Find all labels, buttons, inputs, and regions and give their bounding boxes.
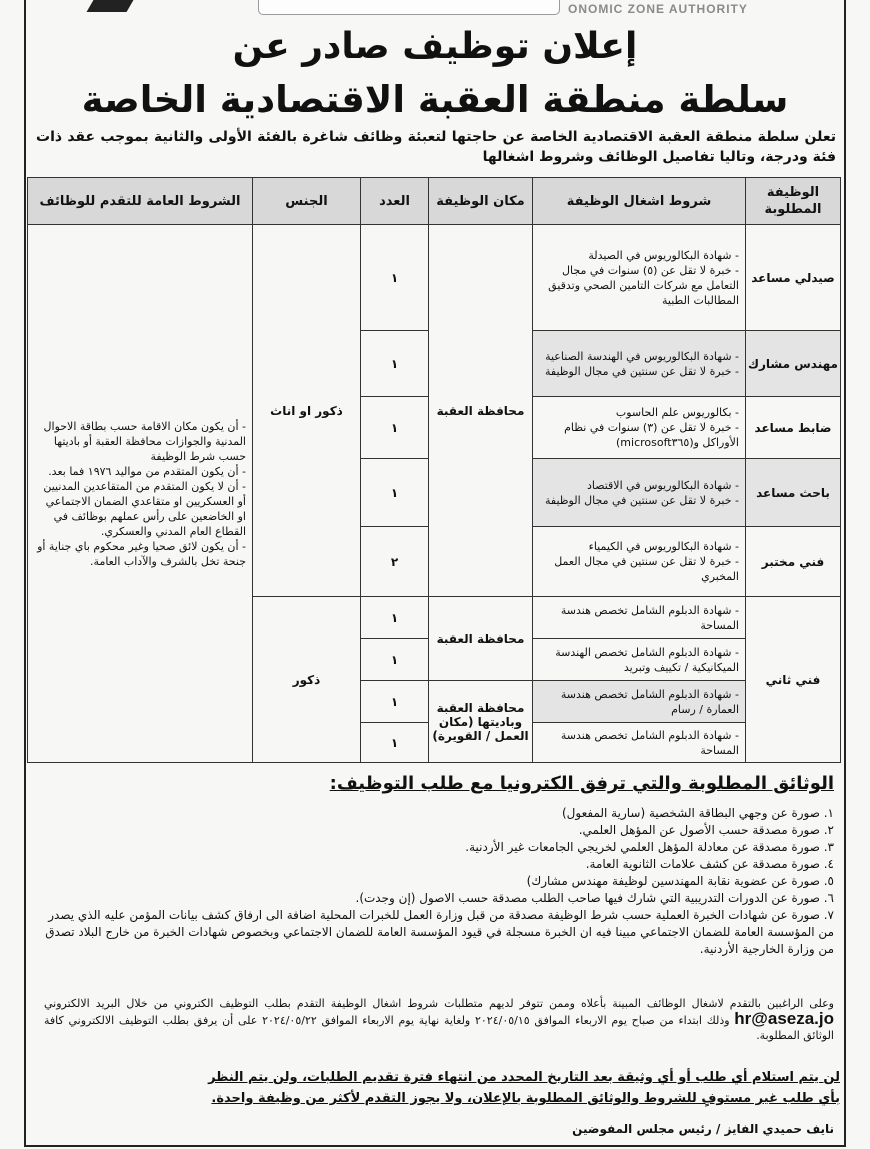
application-instructions	[44, 996, 834, 1043]
table-row	[28, 225, 841, 331]
job-requirements	[533, 597, 746, 639]
document-item: ١. صورة عن وجهي البطاقة الشخصية (سارية المفعول)	[561, 806, 834, 820]
job-requirements	[533, 331, 746, 397]
condition-line: - أن يكون مكان الاقامة حسب بطاقة الاحوال المدنية والجوازات محافظة العقبة أو باديتها حسب شرط الوظيفة	[43, 419, 246, 463]
header-requirements: شروط اشغال الوظيفة	[533, 178, 746, 225]
document-item: ٤. صورة مصدقة عن كشف علامات الثانوية العامة.	[585, 857, 834, 871]
job-title: باحث مساعد	[746, 459, 841, 527]
requirement-line: - شهادة الدبلوم الشامل تخصص الهندسة الميكانيكية / تكييف وتبريد	[555, 645, 739, 674]
requirement-line: - خبرة لا تقل عن سنتين في مجال العمل المخبري	[554, 555, 739, 583]
job-count: ١	[361, 681, 429, 723]
header-general-conditions: الشروط العامة للتقدم للوظائف	[28, 178, 253, 225]
header-place: مكان الوظيفة	[429, 178, 533, 225]
condition-line: - أن يكون لائق صحيا وغير محكوم باي جناية أو جنحة تخل بالشرف والآداب العامة.	[37, 539, 246, 568]
job-count: ١	[361, 331, 429, 397]
notice-line: لن يتم استلام أي طلب أو أي وثيقة بعد التاريخ المحدد من انتهاء فترة تقديم الطلبات، ولن يتم النظر	[208, 1070, 840, 1085]
job-requirements	[533, 723, 746, 763]
condition-line: - أن يكون المتقدم من مواليد ١٩٧٦ فما بعد.	[48, 464, 246, 478]
job-count: ١	[361, 397, 429, 459]
table-header-row	[28, 178, 841, 225]
signature: نايف حميدي الفايز / رئيس مجلس المفوضين	[572, 1122, 834, 1136]
requirement-line: - شهادة البكالوريوس في الهندسة الصناعية	[545, 349, 739, 363]
requirement-line: - خبرة لا تقل عن سنتين في مجال الوظيفة	[545, 493, 739, 507]
notice-line: بأي طلب غير مستوفٍ للشروط والوثائق المطلوبة بالإعلان، ولا يجوز التقدم لأكثر من وظيفة واحدة.	[211, 1091, 840, 1106]
condition-line: - أن لا يكون المتقدم من المتقاعدين المدنيين أو العسكريين او متقاعدي الضمان الاجتماعي او الخاضعين على رأس عملهم بوظائف في القطاع العام المدني والعسكري.	[43, 479, 246, 538]
job-count: ٢	[361, 527, 429, 597]
document-item: ٣. صورة مصدقة عن معادلة المؤهل العلمي لخريجي الجامعات غير الأردنية.	[465, 840, 834, 854]
requirement-line: - شهادة الدبلوم الشامل تخصص هندسة المساحة	[560, 603, 739, 632]
job-requirements	[533, 225, 746, 331]
intro-text: تعلن سلطة منطقة العقبة الاقتصادية الخاصة عن حاجتها لتعبئة وظائف شاغرة بالفئة الأولى والثانية بموجب عقد ذات فئة ودرجة، وتاليا تفاصيل الوظائف وشروط اشغالها	[36, 129, 836, 165]
job-title: ضابط مساعد	[746, 397, 841, 459]
header-count: العدد	[361, 178, 429, 225]
header-gender: الجنس	[253, 178, 361, 225]
jobs-table	[27, 177, 841, 763]
authority-name-english: ONOMIC ZONE AUTHORITY	[568, 2, 748, 16]
job-count: ١	[361, 225, 429, 331]
ad-title: إعلان توظيف صادر عن	[232, 26, 638, 67]
requirement-line: - شهادة الدبلوم الشامل تخصص هندسة المساحة	[560, 728, 739, 757]
requirement-line: - خبرة لا تقل عن (٣) سنوات في نظام الأوراكل و(microsoft٣٦٥)	[564, 421, 739, 449]
job-count: ١	[361, 597, 429, 639]
job-count: ١	[361, 639, 429, 681]
general-conditions	[28, 225, 253, 763]
application-email: hr@aseza.jo	[734, 1009, 835, 1028]
job-requirements	[533, 639, 746, 681]
job-gender: ذكور او اناث	[253, 225, 361, 597]
requirement-line: - خبرة لا تقل عن سنتين في مجال الوظيفة	[545, 364, 739, 378]
application-dates: وذلك ابتداء من صباح يوم الاربعاء الموافق ٢٠٢٤/٠٥/١٥ ولغاية نهاية يوم الاربعاء الموافق ٢٠٢٤/٠٥/٢٢ على أن يرفق بطلب التوظيف الالكتروني كافة الوثائق المطلوبة.	[44, 1014, 834, 1042]
requirement-line: - شهادة البكالوريوس في الكيمياء	[588, 540, 739, 553]
job-title: مهندس مشارك	[746, 331, 841, 397]
job-count: ١	[361, 723, 429, 763]
authority-title: سلطة منطقة العقبة الاقتصادية الخاصة	[81, 78, 789, 121]
job-requirements	[533, 681, 746, 723]
job-title: صيدلي مساعد	[746, 225, 841, 331]
documents-title: الوثائق المطلوبة والتي ترفق الكترونيا مع طلب التوظيف:	[329, 773, 834, 794]
document-item: ٥. صورة عن عضوية نقابة المهندسين لوظيفة مهندس مشارك)	[526, 874, 834, 888]
job-title: فني مختبر	[746, 527, 841, 597]
requirement-line: - شهادة البكالوريوس في الاقتصاد	[586, 478, 739, 492]
job-requirements	[533, 527, 746, 597]
requirement-line: - خبرة لا تقل عن (٥) سنوات في مجال التعامل مع شركات التامين الصحي وتدقيق المطالبات الطبية	[548, 263, 739, 307]
document-item: ٦. صورة عن الدورات التدريبية التي شارك فيها صاحب الطلب مصدقة حسب الاصول (إن وجدت).	[355, 891, 834, 905]
job-place: محافظة العقبة	[429, 597, 533, 681]
application-text: وعلى الراغبين بالتقدم لاشغال الوظائف المبينة بأعلاه وممن تتوفر لديهم متطلبات شروط اشغال الوظيفة التقدم بطلب التوظيف الكتروني من خلال البريد الالكتروني	[44, 997, 834, 1010]
deadline-notice	[40, 1067, 840, 1109]
requirement-line: - بكالوريوس علم الحاسوب	[615, 406, 739, 419]
job-count: ١	[361, 459, 429, 527]
requirement-line: - شهادة الدبلوم الشامل تخصص هندسة العمارة / رسام	[560, 687, 739, 716]
job-title: فني ثاني	[746, 597, 841, 763]
document-item: ٢. صورة مصدقة حسب الأصول عن المؤهل العلمي.	[578, 823, 834, 837]
document-item: ٧. صورة عن شهادات الخبرة العملية حسب شرط الوظيفة مصدقة من قبل وزارة العمل للخبرات المحلية اضافة الى ارفاق كشف بيانات المؤمن عليه الذي يصدر من المؤسسة العامة للضمان الاجتماعي مبينا فيه ان الخبرة مسجلة في قيود المؤسسة العامة للضمان الاجتماعي وبخصوص شهادات الخبرة من خارج البلاد تصدق من وزارة الخارجية الأردنية.	[45, 908, 834, 956]
job-place: محافظة العقبة وباديتها (مكان العمل / القويرة)	[429, 681, 533, 763]
job-gender: ذكور	[253, 597, 361, 763]
job-requirements	[533, 397, 746, 459]
requirement-line: - شهادة البكالوريوس في الصيدلة	[588, 248, 739, 262]
job-requirements	[533, 459, 746, 527]
job-place: محافظة العقبة	[429, 225, 533, 597]
documents-list	[44, 805, 834, 958]
header-job: الوظيفة المطلوبة	[746, 178, 841, 225]
